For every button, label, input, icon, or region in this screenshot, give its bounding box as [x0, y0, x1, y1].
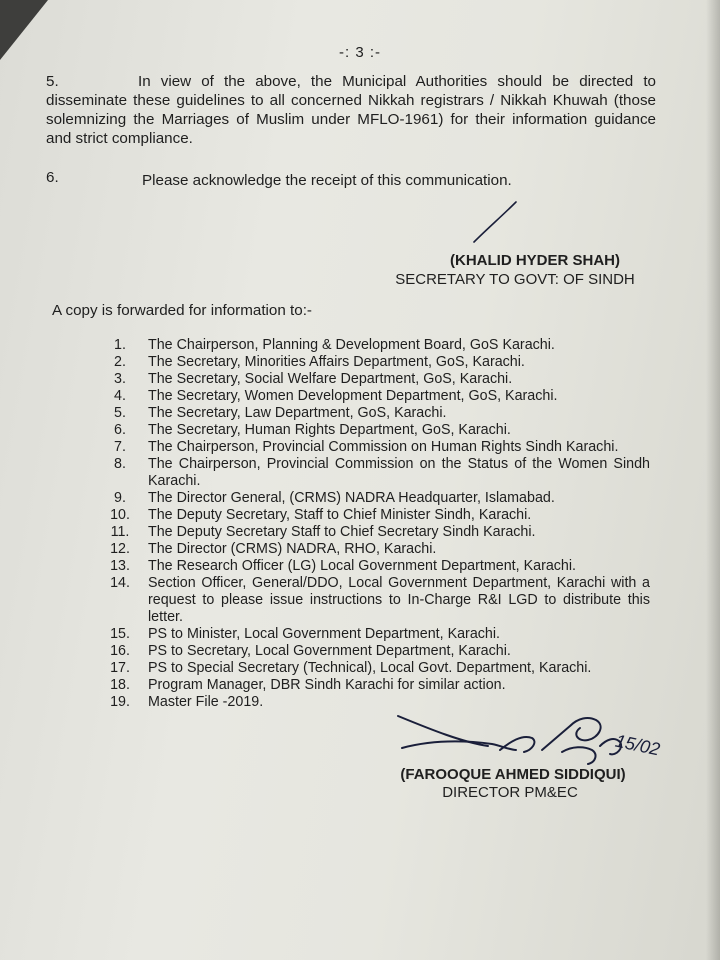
copy-recipient-text: PS to Secretary, Local Government Department, Karachi.	[148, 643, 511, 659]
copy-recipient-item	[104, 507, 650, 524]
copy-recipient-item	[104, 456, 650, 490]
copy-recipient-text: The Secretary, Law Department, GoS, Karachi.	[148, 405, 447, 421]
copy-recipient-text: The Chairperson, Provincial Commission on the Status of the Women Sindh Karachi.	[148, 456, 650, 489]
copy-recipient-text: The Secretary, Minorities Affairs Department, GoS, Karachi.	[148, 354, 525, 370]
copy-recipient-index: 13.	[110, 558, 130, 574]
copy-recipient-item	[104, 388, 650, 405]
copy-recipient-item	[104, 354, 650, 371]
copy-recipient-text: PS to Special Secretary (Technical), Local Govt. Department, Karachi.	[148, 660, 592, 676]
copy-recipient-index: 5.	[114, 405, 126, 421]
copy-recipient-text: Program Manager, DBR Sindh Karachi for similar action.	[148, 677, 506, 693]
paragraph-6-number: 6.	[46, 169, 59, 186]
copy-recipient-text: The Director General, (CRMS) NADRA Headquarter, Islamabad.	[148, 490, 555, 506]
copy-recipient-text: Section Officer, General/DDO, Local Government Department, Karachi with a request to please issue instructions to In-Charge R&I LGD to distribute this letter.	[148, 575, 650, 625]
copy-recipient-text: The Deputy Secretary, Staff to Chief Minister Sindh, Karachi.	[148, 507, 532, 523]
copy-recipient-text: The Chairperson, Planning & Development Board, GoS Karachi.	[148, 337, 555, 353]
signature-date: 15/02	[613, 730, 662, 760]
copy-recipient-index: 17.	[110, 660, 130, 676]
copy-recipient-index: 6.	[114, 422, 126, 438]
copy-recipient-index: 15.	[110, 626, 130, 642]
copy-recipient-item	[104, 575, 650, 626]
copy-recipient-item	[104, 541, 650, 558]
copy-recipient-item	[104, 490, 650, 507]
copy-recipient-item	[104, 524, 650, 541]
signatory-2-title: DIRECTOR PM&EC	[442, 784, 578, 801]
copy-recipient-item	[104, 422, 650, 439]
copy-recipient-index: 3.	[114, 371, 126, 387]
copy-recipient-index: 7.	[114, 439, 126, 455]
page-edge-shadow	[706, 0, 720, 960]
paragraph-5-text: In view of the above, the Municipal Authorities should be directed to disseminate these guidelines to all concerned Nikkah registrars / Nikkah Khuwah (those solemnizing the Marriages of Muslim under MFLO-1961) for their information guidance and strict compliance.	[46, 73, 656, 147]
copy-recipient-text: The Research Officer (LG) Local Government Department, Karachi.	[148, 558, 577, 574]
copy-recipient-index: 19.	[110, 694, 130, 710]
copy-recipient-text: PS to Minister, Local Government Department, Karachi.	[148, 626, 501, 642]
copy-recipient-item	[104, 660, 650, 677]
copy-recipient-index: 12.	[110, 541, 130, 557]
copy-recipient-item	[104, 626, 650, 643]
copy-recipient-index: 10.	[110, 507, 130, 523]
signatory-1-title: SECRETARY TO GOVT: OF SINDH	[395, 271, 635, 288]
copy-recipient-index: 18.	[110, 677, 130, 693]
copy-recipient-list	[104, 337, 650, 711]
copy-forwarded-intro: A copy is forwarded for information to:-	[52, 302, 312, 319]
copy-recipient-index: 4.	[114, 388, 126, 404]
copy-recipient-text: Master File -2019.	[148, 694, 264, 710]
copy-recipient-item	[104, 405, 650, 422]
copy-recipient-index: 9.	[114, 490, 126, 506]
copy-recipient-item	[104, 439, 650, 456]
signature-date-marks	[614, 731, 662, 760]
copy-recipient-text: The Secretary, Women Development Department, GoS, Karachi.	[148, 388, 558, 404]
copy-recipient-index: 2.	[114, 354, 126, 370]
copy-recipient-item	[104, 558, 650, 575]
copy-recipient-text: The Deputy Secretary Staff to Chief Secretary Sindh Karachi.	[148, 524, 536, 540]
copy-recipient-text: The Chairperson, Provincial Commission on Human Rights Sindh Karachi.	[148, 439, 619, 455]
copy-recipient-item	[104, 337, 650, 354]
copy-recipient-text: The Secretary, Social Welfare Department, GoS, Karachi.	[148, 371, 513, 387]
copy-recipient-index: 8.	[114, 456, 126, 472]
copy-recipient-text: The Director (CRMS) NADRA, RHO, Karachi.	[148, 541, 437, 557]
copy-recipient-index: 11.	[110, 524, 130, 540]
signatory-1-name: (KHALID HYDER SHAH)	[450, 252, 620, 269]
signatory-2-name: (FAROOQUE AHMED SIDDIQUI)	[400, 766, 626, 783]
paragraph-5	[46, 72, 656, 148]
paragraph-5-number: 5.	[46, 73, 59, 90]
copy-recipient-item	[104, 643, 650, 660]
paragraph-6-text: Please acknowledge the receipt of this communication.	[142, 172, 512, 189]
initial-signature-stroke	[470, 198, 530, 248]
copy-recipient-text: The Secretary, Human Rights Department, GoS, Karachi.	[148, 422, 511, 438]
copy-recipient-item	[104, 371, 650, 388]
director-signature	[392, 706, 682, 770]
page-number: -: 3 :-	[338, 44, 381, 61]
copy-recipient-index: 16.	[110, 643, 130, 659]
copy-recipient-item	[104, 677, 650, 694]
copy-recipient-index: 1.	[114, 337, 126, 353]
copy-recipient-index: 14.	[110, 575, 130, 591]
